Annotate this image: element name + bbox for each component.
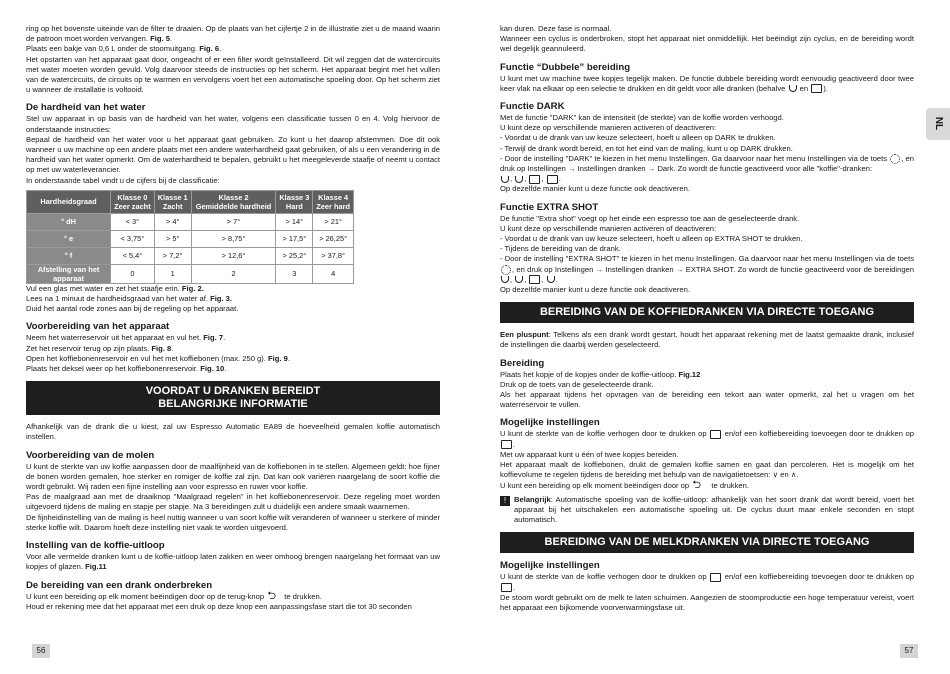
extra-menu-b: , en druk op Instellingen → Instellingen dranken → EXTRA SHOT. Zo wordt de functie geactiveerd voor de bereidingen <box>512 264 914 274</box>
hardness-after-3: Duid het aantal rode zones aan bij de regeling op het apparaat. <box>26 304 239 314</box>
settings1-line1: U kunt de sterkte van de koffie verhogen door te drukken op en/of een koffiebereiding toevoegen door te drukken op . <box>500 429 914 449</box>
info-banner <box>26 381 440 415</box>
hardness-text-3: In onderstaande tabel vindt u de cijfers bij de classificatie: <box>26 175 220 185</box>
interrupt-text-a: U kunt een bereiding op elk moment beëindigen door op de terug-knop <box>26 591 265 601</box>
outlet-text: Voor alle vermelde dranken kunt u de koffie-uitloop laten zakken en weer omhoog brengen naargelang het formaat van uw kopjes of glazen. Fig.11 <box>26 552 440 572</box>
intro-para-1: ring op het bovenste uiteinde van de filter te draaien. Op de plaats van het cijfertje 2 in de illustratie ziet u de maand waarin de patroon moet worden vervangen. Fig. 5. <box>26 24 440 44</box>
dark-deactivate: Op dezelfde manier kunt u deze functie ook deactiveren. <box>500 184 690 194</box>
settings1-line1b: en/of een koffiebereiding toevoegen door te drukken op <box>724 429 914 439</box>
table-cell: 0 <box>111 264 155 283</box>
settings2-line2: De stoom wordt gebruikt om de melk te laten schuimen. Aangezien de stoomproductie een hoge temperatuur vereist, voert het apparaat een bijkomende voorverwarmingsfase uit. <box>500 592 914 612</box>
hardness-header: Klasse 1 Zacht <box>154 190 191 213</box>
dark-line: Met de functie "DARK" kan de intensiteit (de sterkte) van de koffie worden verhoogd. <box>500 113 784 123</box>
back-arrow-icon: ⮌ <box>267 590 277 602</box>
row-header: Afstelling van het apparaat <box>27 264 111 283</box>
espresso-icon <box>501 276 509 283</box>
extra-line: De functie "Extra shot" voegt op het einde een espresso toe aan de geselecteerde drank. <box>500 213 800 223</box>
row-header: ° e <box>27 230 111 247</box>
page-number-left: 56 <box>32 644 50 658</box>
warning-icon: ! <box>500 496 510 506</box>
table-cell: 3 <box>276 264 313 283</box>
settings1-line2: Met uw apparaat kunt u één of twee kopjes bereiden. <box>500 449 679 459</box>
dark-line: - Voordat u de drank van uw keuze selecteert, hoeft u alleen op DARK te drukken. <box>500 133 776 143</box>
hardness-title: De hardheid van het water <box>26 102 146 114</box>
hardness-header: Klasse 4 Zeer hard <box>313 190 354 213</box>
table-row <box>27 213 354 230</box>
hardness-text-2: Bepaal de hardheid van het water voor u het apparaat gaat gebruiken. Zo kunt u het daarop afstemmen. Doe dit ook wanneer u uw machine op een andere plaats met een andere waterhardheid gaat gebruiken, of als u een verandering in de hardheid van het water opmerkt. Om de waterhardheid te bepalen, gebruikt u het meegeleverde staafje of neemt u contact op met uw waterleverancier. <box>26 134 440 175</box>
settings1-line4 <box>500 481 914 491</box>
table-row <box>27 230 354 247</box>
coffee-banner: BEREIDING VAN DE KOFFIEDRANKEN VIA DIRECTE TOEGANG <box>500 302 914 323</box>
milk-cup-icon <box>789 85 797 92</box>
table-cell: > 37,8° <box>313 247 354 264</box>
info-banner-line-1: VOORDAT U DRANKEN BEREIDT <box>145 385 321 398</box>
right-page <box>500 24 914 613</box>
table-cell: > 14° <box>276 213 313 230</box>
hardness-after-2: Lees na 1 minuut de hardheidsgraad van het water af. Fig. 3. <box>26 294 233 304</box>
mill-text-3: De fijnheidinstelling van de maling is heel nuttig wanneer u van soort koffie wilt veranderen of wanneer u sterkere of minder sterke koffie wilt. Daarom hoeft deze instelling niet vaak te worden uitgevoerd. <box>26 512 440 532</box>
prep-line: Als het apparaat tijdens het opvragen van de bereiding een tekort aan water opmerkt, zal het u vragen om het waterreservoir te vullen. <box>500 390 914 410</box>
hardness-header-row <box>27 190 354 213</box>
table-cell: 1 <box>154 264 191 283</box>
cont-1: kan duren. Deze fase is normaal. <box>500 24 612 33</box>
table-row <box>27 264 354 283</box>
coffee-icon <box>515 176 523 183</box>
settings1-line3a: Het apparaat maalt de koffiebonen, drukt de gemalen koffie samen en gaat dan percoleren. Het is mogelijk om het koffievolume te regelen tijdens de bereiding met behulp van de navigatietoetsen: <box>500 460 914 480</box>
table-cell: > 17,5° <box>276 230 313 247</box>
extra-menu: - Door de instelling "EXTRA SHOT" te kiezen in het menu Instellingen. Ga daarvoor naar het menu Instellingen via de toets , en druk op Instellingen → Instellingen dranken → EXTRA SHOT. Zo wordt de functie geactiveerd voor de bereidingen , , , . <box>500 254 914 284</box>
extra-line: - Tijdens de bereiding van de drank. <box>500 244 621 254</box>
prep-line: Zet het reservoir terug op zijn plaats. Fig. 8. <box>26 343 174 353</box>
back-arrow-icon: ⮌ <box>692 479 702 491</box>
dark-line: - Terwijl de drank wordt bereid, en tot het eind van de maling, kunt u op DARK drukken. <box>500 143 793 153</box>
table-cell: > 26,25° <box>313 230 354 247</box>
table-row <box>27 247 354 264</box>
table-cell: > 4° <box>154 213 191 230</box>
cont-2: Wanneer een cyclus is onderbroken, stopt het apparaat niet onmiddellijk. Het beëindigt zijn cyclus, en de bereiding wordt wel degelijk geannuleerd. <box>500 34 914 54</box>
extra-deactivate: Op dezelfde manier kunt u deze functie ook deactiveren. <box>500 285 690 295</box>
menu-icon <box>811 84 822 93</box>
table-cell: > 7,2° <box>154 247 191 264</box>
row-header: ° dH <box>27 213 111 230</box>
settings1-line1a: U kunt de sterkte van de koffie verhogen door te drukken op <box>500 429 707 439</box>
settings2-line1b: en/of een koffiebereiding toevoegen door te drukken op <box>724 572 914 582</box>
double-text-body: U kunt met uw machine twee kopjes tegelijk maken. De functie dubbele bereiding wordt eenvoudig geactiveerd door twee keer vlak na elkaar op een selectie te drukken en dit geldt voor alle dranken (behalve <box>500 73 914 93</box>
double-end: ). <box>823 83 828 93</box>
table-cell: > 5° <box>154 230 191 247</box>
long-coffee-icon <box>529 175 540 184</box>
important-label: Belangrijk <box>514 494 551 504</box>
mill-text: U kunt de sterkte van uw koffie aanpassen door de maalfijnheid van de koffiebonen in te stellen. Algemeen geldt: hoe fijner de bonen worden gemalen, hoe sterker en romiger de koffie zal zijn. Dat kan ook variëren naargelang de soort koffie die wordt gebruikt. Wij raden een fijne instelling aan voor espresso en ruwer voor koffie. <box>26 461 440 492</box>
interrupt-text-b: te drukken. <box>284 591 322 601</box>
prep-title: Bereiding <box>500 357 545 369</box>
table-cell: 2 <box>191 264 276 283</box>
extra-title: Functie EXTRA SHOT <box>500 201 599 213</box>
prep-line: Druk op de toets van de geselecteerde drank. <box>500 379 654 389</box>
dark-icon <box>710 573 721 582</box>
table-cell: > 25,2° <box>276 247 313 264</box>
banner-text: Afhankelijk van de drank die u kiest, zal uw Espresso Automatic EA89 de hoeveelheid gemalen koffie automatisch instellen. <box>26 422 440 442</box>
left-page <box>26 24 440 612</box>
language-tab-label: NL <box>933 116 945 131</box>
double-text <box>500 74 914 94</box>
language-tab <box>926 108 950 140</box>
gear-icon <box>501 265 511 275</box>
espresso-icon <box>501 176 509 183</box>
long-coffee-icon <box>529 275 540 284</box>
table-cell: > 7° <box>191 213 276 230</box>
extra-line: U kunt deze op verschillende manieren activeren of deactiveren: <box>500 223 717 233</box>
settings2-title: Mogelijke instellingen <box>500 560 600 572</box>
extra-shot-icon <box>501 583 512 592</box>
table-cell: < 5,4° <box>111 247 155 264</box>
prep-device-title: Voorbereiding van het apparaat <box>26 321 170 333</box>
important-body: : Automatische spoeling van de koffie-uitloop: afhankelijk van het soort drank dat wordt bereid, voert het apparaat bij het uitschakelen een automatische spoeling uit. De cyclus duurt maar enkele seconden en stopt automatisch. <box>514 494 914 525</box>
plus-label: Een pluspunt <box>500 330 549 340</box>
table-cell: > 21° <box>313 213 354 230</box>
prep-line: Plaats het kopje of de kopjes onder de koffie-uitloop. Fig.12 <box>500 369 701 379</box>
gear-icon <box>890 154 900 164</box>
milk-banner: BEREIDING VAN DE MELKDRANKEN VIA DIRECTE TOEGANG <box>500 532 914 553</box>
settings1-line3: Het apparaat maalt de koffiebonen, drukt de gemalen koffie samen en gaat dan percoleren. Het is mogelijk om het koffievolume te regelen tijdens de bereiding met behulp van de navigatietoetsen: ∨ en ∧. <box>500 460 914 480</box>
hardness-header: Klasse 0 Zeer zacht <box>111 190 155 213</box>
coffee-icon <box>515 276 523 283</box>
plus-text <box>500 330 914 350</box>
prep-line: Neem het waterreservoir uit het apparaat en vul het. Fig. 7. <box>26 333 226 343</box>
interrupt-text-2: Houd er rekening mee dat het apparaat met een druk op deze knop een aanpassingsfase start die tot 30 seconden <box>26 601 412 611</box>
intro-para-2: Plaats een bakje van 0,6 L onder de stoomuitgang. Fig. 6. <box>26 44 222 54</box>
page-number-right: 57 <box>900 644 918 658</box>
info-banner-line-2: BELANGRIJKE INFORMATIE <box>158 398 308 411</box>
cappuccino-icon <box>547 276 555 283</box>
mill-title: Voorbereiding van de molen <box>26 449 155 461</box>
table-cell: < 3,75° <box>111 230 155 247</box>
dark-icon <box>710 430 721 439</box>
settings1-title: Mogelijke instellingen <box>500 417 600 429</box>
hardness-table <box>26 190 354 284</box>
double-and: en <box>799 83 809 93</box>
dark-menu-a: - Door de instelling "DARK" te kiezen in het menu Instellingen. Ga daarvoor naar het menu Instellingen via de toets <box>500 153 888 163</box>
settings2-line1: U kunt de sterkte van de koffie verhogen door te drukken op en/of een koffiebereiding toevoegen door te drukken op . <box>500 572 914 592</box>
extra-shot-icon <box>501 440 512 449</box>
table-cell: > 8,75° <box>191 230 276 247</box>
interrupt-text <box>26 592 440 602</box>
settings1-line4a: U kunt een bereiding op elk moment beëindigen door op <box>500 480 690 490</box>
dark-menu: - Door de instelling "DARK" te kiezen in het menu Instellingen. Ga daarvoor naar het menu Instellingen via de toets , en druk op Instellingen → Instellingen dranken → Dark. Zo wordt de functie geactiveerd voor alle "koffie"-dranken: , , , . <box>500 153 914 184</box>
table-cell: < 3° <box>111 213 155 230</box>
mill-text-2: Pas de maalgraad aan met de draaiknop "Maalgraad regelen" in het koffiebonenreservoir. Deze regeling moet worden uitgevoerd tijdens de maling en stapje per stapje. Na 3 bereidingen zult u duidelijk een andere smaak waarnemen. <box>26 492 440 512</box>
settings2-line1a: U kunt de sterkte van de koffie verhogen door te drukken op <box>500 572 707 582</box>
extra-line: - Voordat u de drank van uw keuze selecteert, hoeft u alleen op EXTRA SHOT te drukken. <box>500 234 803 244</box>
row-header: ° f <box>27 247 111 264</box>
dark-menu-b: , en druk op Instellingen → Instellingen dranken → Dark. Zo wordt de functie geactiveerd voor alle "koffie"-dranken: <box>500 153 914 174</box>
outlet-title: Instelling van de koffie-uitloop <box>26 540 165 552</box>
table-cell: > 12,6° <box>191 247 276 264</box>
table-cell: 4 <box>313 264 354 283</box>
hardness-text: Stel uw apparaat in op basis van de hardheid van het water, volgens een classificatie tussen 0 en 4. Volg hiervoor de onderstaande instructies: <box>26 114 440 134</box>
hardness-header: Klasse 2 Gemiddelde hardheid <box>191 190 276 213</box>
prep-line: Open het koffiebonenreservoir en vul het met koffiebonen (max. 250 g). Fig. 9. <box>26 353 290 363</box>
extra-menu-a: - Door de instelling "EXTRA SHOT" te kiezen in het menu Instellingen. Ga daarvoor naar het menu Instellingen via de toets <box>500 254 914 264</box>
hardness-header: Hardheidsgraad <box>27 190 111 213</box>
plus-body: : Telkens als een drank wordt gestart, houdt het apparaat rekening met de laatst gemaakte drank, inclusief de instellingen die daarbij werden geselecteerd. <box>500 330 915 350</box>
double-title: Functie “Dubbele” bereiding <box>500 61 631 73</box>
settings1-line3b: en <box>780 470 789 480</box>
americano-icon <box>547 175 558 184</box>
hardness-after-1: Vul een glas met water en zet het staafje erin. Fig. 2. <box>26 283 204 293</box>
intro-para-3: Het opstarten van het apparaat gaat door, ongeacht of er een filter wordt geïnstalleerd. Dit wil zeggen dat de watercircuits met water moeten worden gevuld. Volg daarvoor steeds de instructies op het scherm. Het apparaat begint met het vullen van de watercircuits, de circuits op te warmen en vervolgens voert het een automatische spoeling door. Op het scherm ziet u wanneer de installatie is voltooid. <box>26 54 440 95</box>
settings1-line4b: te drukken. <box>711 480 749 490</box>
dark-line: U kunt deze op verschillende manieren activeren of deactiveren: <box>500 123 717 133</box>
prep-line: Plaats het deksel weer op het koffiebonenreservoir. Fig. 10. <box>26 364 227 374</box>
hardness-header: Klasse 3 Hard <box>276 190 313 213</box>
important-text <box>514 495 914 526</box>
interrupt-title: De bereiding van een drank onderbreken <box>26 579 213 591</box>
important-note <box>500 495 914 526</box>
dark-title: Functie DARK <box>500 101 565 113</box>
